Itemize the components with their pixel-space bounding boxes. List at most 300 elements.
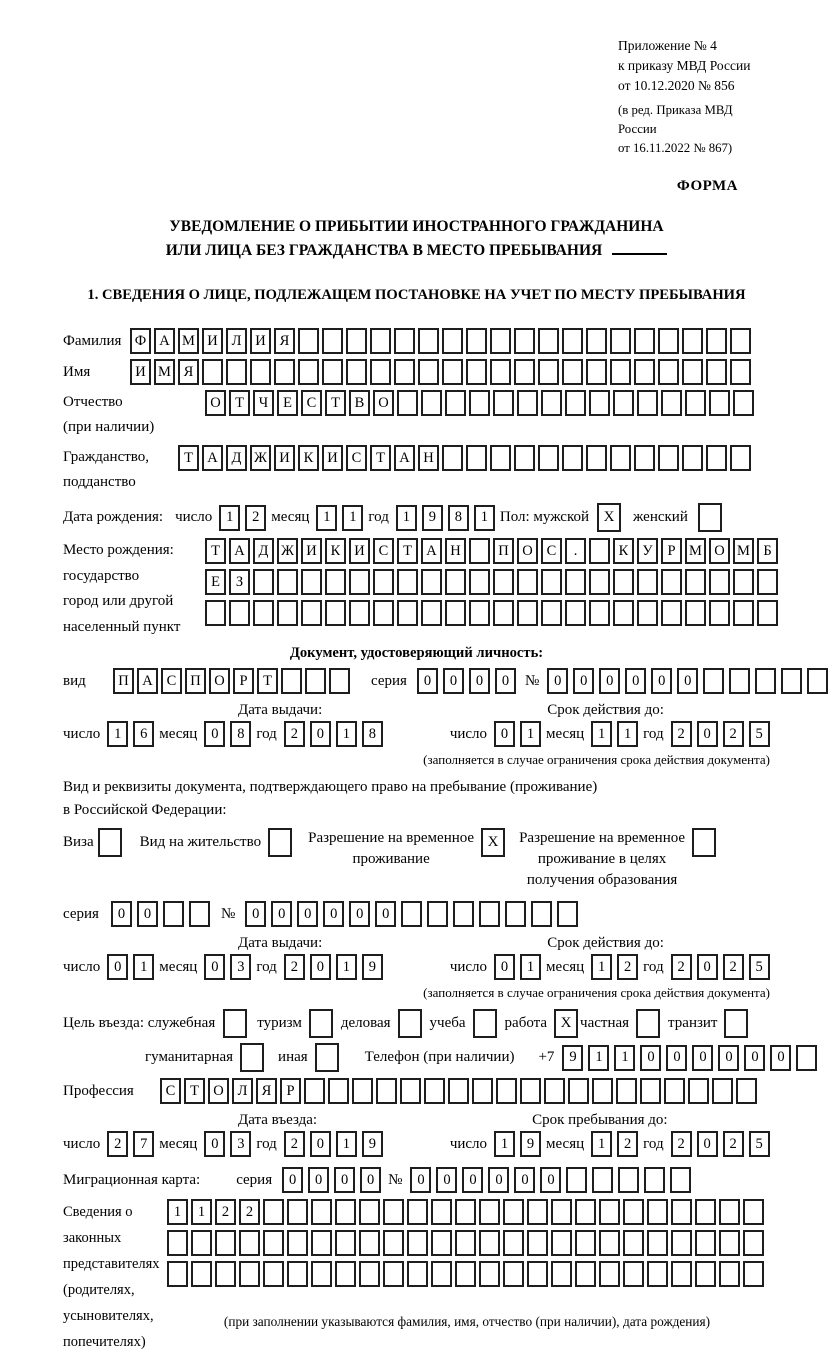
char-cell[interactable]: 2 [617, 1131, 638, 1157]
char-cell[interactable] [394, 328, 415, 354]
char-cell[interactable]: 1 [316, 505, 337, 531]
char-cell[interactable] [253, 569, 274, 595]
char-cell[interactable]: 6 [133, 721, 154, 747]
char-cell[interactable]: 2 [239, 1199, 260, 1225]
char-cell[interactable]: 1 [219, 505, 240, 531]
char-cell[interactable]: 0 [494, 954, 515, 980]
char-cell[interactable] [445, 390, 466, 416]
char-cell[interactable] [205, 600, 226, 626]
purpose-chastnaya-checkbox[interactable] [636, 1009, 660, 1038]
char-cell[interactable] [445, 600, 466, 626]
char-cell[interactable] [599, 1199, 620, 1225]
char-cell[interactable] [658, 445, 679, 471]
char-cell[interactable] [709, 390, 730, 416]
char-cell[interactable] [736, 1078, 757, 1104]
char-cell[interactable] [493, 600, 514, 626]
char-cell[interactable]: Б [757, 538, 778, 564]
char-cell[interactable] [263, 1261, 284, 1287]
char-cell[interactable]: С [301, 390, 322, 416]
char-cell[interactable]: 2 [671, 721, 692, 747]
purpose-turizm-checkbox[interactable] [309, 1009, 333, 1038]
char-cell[interactable] [346, 359, 367, 385]
char-cell[interactable]: М [154, 359, 175, 385]
char-cell[interactable] [274, 359, 295, 385]
char-cell[interactable]: 1 [336, 721, 357, 747]
char-cell[interactable] [442, 359, 463, 385]
char-cell[interactable]: 0 [540, 1167, 561, 1193]
char-cell[interactable] [301, 569, 322, 595]
char-cell[interactable]: М [178, 328, 199, 354]
char-cell[interactable]: М [733, 538, 754, 564]
char-cell[interactable] [658, 328, 679, 354]
char-cell[interactable]: 9 [520, 1131, 541, 1157]
char-cell[interactable] [730, 359, 751, 385]
char-cell[interactable] [730, 328, 751, 354]
char-cell[interactable]: 5 [749, 1131, 770, 1157]
char-cell[interactable]: 0 [744, 1045, 765, 1071]
char-cell[interactable] [305, 668, 326, 694]
char-cell[interactable] [682, 328, 703, 354]
char-cell[interactable] [565, 569, 586, 595]
char-cell[interactable] [706, 359, 727, 385]
char-cell[interactable]: 8 [362, 721, 383, 747]
char-cell[interactable] [311, 1230, 332, 1256]
char-cell[interactable]: 2 [215, 1199, 236, 1225]
char-cell[interactable]: 1 [494, 1131, 515, 1157]
char-cell[interactable] [455, 1261, 476, 1287]
char-cell[interactable] [514, 328, 535, 354]
char-cell[interactable]: 0 [375, 901, 396, 927]
char-cell[interactable] [517, 569, 538, 595]
char-cell[interactable] [383, 1230, 404, 1256]
char-cell[interactable] [637, 390, 658, 416]
char-cell[interactable] [647, 1199, 668, 1225]
char-cell[interactable]: . [565, 538, 586, 564]
char-cell[interactable] [557, 901, 578, 927]
char-cell[interactable] [541, 569, 562, 595]
char-cell[interactable] [551, 1261, 572, 1287]
char-cell[interactable] [517, 390, 538, 416]
char-cell[interactable]: Р [233, 668, 254, 694]
char-cell[interactable]: С [541, 538, 562, 564]
char-cell[interactable] [589, 390, 610, 416]
char-cell[interactable] [263, 1230, 284, 1256]
char-cell[interactable] [469, 538, 490, 564]
char-cell[interactable] [610, 328, 631, 354]
char-cell[interactable]: Я [256, 1078, 277, 1104]
char-cell[interactable]: И [301, 538, 322, 564]
char-cell[interactable]: 3 [230, 1131, 251, 1157]
char-cell[interactable]: 0 [599, 668, 620, 694]
char-cell[interactable] [301, 600, 322, 626]
char-cell[interactable]: 0 [323, 901, 344, 927]
char-cell[interactable] [743, 1261, 764, 1287]
char-cell[interactable] [400, 1078, 421, 1104]
char-cell[interactable] [730, 445, 751, 471]
char-cell[interactable] [472, 1078, 493, 1104]
char-cell[interactable]: К [325, 538, 346, 564]
char-cell[interactable] [370, 359, 391, 385]
char-cell[interactable] [712, 1078, 733, 1104]
char-cell[interactable] [287, 1230, 308, 1256]
char-cell[interactable] [505, 901, 526, 927]
char-cell[interactable] [329, 668, 350, 694]
char-cell[interactable]: Ф [130, 328, 151, 354]
char-cell[interactable]: 1 [591, 1131, 612, 1157]
char-cell[interactable] [719, 1199, 740, 1225]
sex-male-checkbox[interactable]: X [597, 503, 621, 532]
char-cell[interactable]: 0 [349, 901, 370, 927]
char-cell[interactable]: 2 [245, 505, 266, 531]
char-cell[interactable]: Т [370, 445, 391, 471]
char-cell[interactable] [562, 359, 583, 385]
char-cell[interactable] [191, 1230, 212, 1256]
char-cell[interactable] [661, 390, 682, 416]
char-cell[interactable] [599, 1230, 620, 1256]
char-cell[interactable] [298, 359, 319, 385]
char-cell[interactable]: 0 [770, 1045, 791, 1071]
char-cell[interactable] [592, 1167, 613, 1193]
char-cell[interactable] [418, 328, 439, 354]
char-cell[interactable]: А [421, 538, 442, 564]
char-cell[interactable]: А [394, 445, 415, 471]
char-cell[interactable]: А [154, 328, 175, 354]
temp-permit-checkbox[interactable]: X [481, 828, 505, 857]
char-cell[interactable]: Ж [277, 538, 298, 564]
char-cell[interactable]: 2 [617, 954, 638, 980]
char-cell[interactable] [527, 1230, 548, 1256]
char-cell[interactable]: 0 [360, 1167, 381, 1193]
char-cell[interactable] [346, 328, 367, 354]
char-cell[interactable]: 0 [282, 1167, 303, 1193]
char-cell[interactable] [250, 359, 271, 385]
char-cell[interactable]: 0 [573, 668, 594, 694]
char-cell[interactable]: 2 [723, 721, 744, 747]
char-cell[interactable] [431, 1199, 452, 1225]
char-cell[interactable] [719, 1230, 740, 1256]
char-cell[interactable] [383, 1199, 404, 1225]
char-cell[interactable] [551, 1199, 572, 1225]
char-cell[interactable] [623, 1199, 644, 1225]
char-cell[interactable] [287, 1261, 308, 1287]
char-cell[interactable] [610, 359, 631, 385]
char-cell[interactable] [202, 359, 223, 385]
char-cell[interactable]: 1 [591, 721, 612, 747]
char-cell[interactable] [613, 390, 634, 416]
char-cell[interactable]: Т [397, 538, 418, 564]
purpose-ucheba-checkbox[interactable] [473, 1009, 497, 1038]
char-cell[interactable] [729, 668, 750, 694]
char-cell[interactable]: 2 [107, 1131, 128, 1157]
char-cell[interactable]: Н [445, 538, 466, 564]
char-cell[interactable] [682, 445, 703, 471]
char-cell[interactable]: О [205, 390, 226, 416]
char-cell[interactable]: 1 [588, 1045, 609, 1071]
char-cell[interactable] [287, 1199, 308, 1225]
char-cell[interactable]: 1 [342, 505, 363, 531]
char-cell[interactable] [527, 1261, 548, 1287]
char-cell[interactable]: 0 [640, 1045, 661, 1071]
char-cell[interactable] [335, 1261, 356, 1287]
char-cell[interactable] [599, 1261, 620, 1287]
char-cell[interactable] [359, 1199, 380, 1225]
char-cell[interactable]: 1 [133, 954, 154, 980]
char-cell[interactable] [592, 1078, 613, 1104]
char-cell[interactable] [733, 600, 754, 626]
char-cell[interactable]: П [113, 668, 134, 694]
char-cell[interactable] [647, 1261, 668, 1287]
char-cell[interactable] [733, 390, 754, 416]
sex-female-checkbox[interactable] [698, 503, 722, 532]
char-cell[interactable] [623, 1261, 644, 1287]
char-cell[interactable] [442, 328, 463, 354]
char-cell[interactable]: К [298, 445, 319, 471]
char-cell[interactable] [322, 359, 343, 385]
char-cell[interactable]: Я [274, 328, 295, 354]
char-cell[interactable] [709, 600, 730, 626]
char-cell[interactable] [589, 600, 610, 626]
char-cell[interactable] [781, 668, 802, 694]
char-cell[interactable]: 0 [718, 1045, 739, 1071]
char-cell[interactable] [685, 600, 706, 626]
char-cell[interactable] [401, 901, 422, 927]
char-cell[interactable]: Р [661, 538, 682, 564]
char-cell[interactable] [695, 1261, 716, 1287]
char-cell[interactable]: Е [205, 569, 226, 595]
char-cell[interactable] [226, 359, 247, 385]
char-cell[interactable]: О [517, 538, 538, 564]
char-cell[interactable] [469, 390, 490, 416]
char-cell[interactable]: Р [280, 1078, 301, 1104]
char-cell[interactable] [490, 445, 511, 471]
char-cell[interactable] [239, 1261, 260, 1287]
char-cell[interactable]: 1 [336, 1131, 357, 1157]
char-cell[interactable] [493, 569, 514, 595]
purpose-inaya-checkbox[interactable] [315, 1043, 339, 1072]
char-cell[interactable] [520, 1078, 541, 1104]
char-cell[interactable]: 0 [625, 668, 646, 694]
char-cell[interactable] [575, 1261, 596, 1287]
char-cell[interactable] [538, 445, 559, 471]
char-cell[interactable]: Т [229, 390, 250, 416]
char-cell[interactable]: 0 [692, 1045, 713, 1071]
char-cell[interactable] [517, 600, 538, 626]
char-cell[interactable] [637, 569, 658, 595]
char-cell[interactable] [322, 328, 343, 354]
char-cell[interactable]: 0 [697, 1131, 718, 1157]
char-cell[interactable]: 2 [723, 954, 744, 980]
char-cell[interactable]: 0 [514, 1167, 535, 1193]
char-cell[interactable] [661, 600, 682, 626]
char-cell[interactable] [407, 1261, 428, 1287]
char-cell[interactable]: 7 [133, 1131, 154, 1157]
char-cell[interactable] [586, 328, 607, 354]
char-cell[interactable]: 0 [310, 954, 331, 980]
char-cell[interactable]: 1 [107, 721, 128, 747]
char-cell[interactable] [263, 1199, 284, 1225]
char-cell[interactable] [807, 668, 828, 694]
char-cell[interactable]: 0 [107, 954, 128, 980]
char-cell[interactable]: Т [205, 538, 226, 564]
char-cell[interactable] [757, 600, 778, 626]
char-cell[interactable] [453, 901, 474, 927]
char-cell[interactable]: 1 [336, 954, 357, 980]
char-cell[interactable] [755, 668, 776, 694]
char-cell[interactable]: 2 [723, 1131, 744, 1157]
char-cell[interactable]: О [709, 538, 730, 564]
char-cell[interactable]: 1 [617, 721, 638, 747]
char-cell[interactable]: А [137, 668, 158, 694]
char-cell[interactable]: И [202, 328, 223, 354]
char-cell[interactable] [531, 901, 552, 927]
char-cell[interactable] [359, 1230, 380, 1256]
char-cell[interactable]: 0 [697, 721, 718, 747]
char-cell[interactable] [359, 1261, 380, 1287]
char-cell[interactable] [298, 328, 319, 354]
char-cell[interactable] [349, 600, 370, 626]
char-cell[interactable] [493, 390, 514, 416]
char-cell[interactable] [397, 390, 418, 416]
char-cell[interactable] [352, 1078, 373, 1104]
char-cell[interactable] [682, 359, 703, 385]
char-cell[interactable]: С [373, 538, 394, 564]
char-cell[interactable]: В [349, 390, 370, 416]
char-cell[interactable]: Д [253, 538, 274, 564]
char-cell[interactable] [503, 1199, 524, 1225]
char-cell[interactable] [575, 1230, 596, 1256]
char-cell[interactable] [325, 600, 346, 626]
char-cell[interactable] [281, 668, 302, 694]
char-cell[interactable] [562, 328, 583, 354]
char-cell[interactable]: 0 [677, 668, 698, 694]
char-cell[interactable]: 9 [362, 954, 383, 980]
char-cell[interactable]: 0 [137, 901, 158, 927]
char-cell[interactable] [239, 1230, 260, 1256]
char-cell[interactable]: Я [178, 359, 199, 385]
char-cell[interactable]: Т [257, 668, 278, 694]
char-cell[interactable] [719, 1261, 740, 1287]
char-cell[interactable]: 8 [448, 505, 469, 531]
char-cell[interactable] [637, 600, 658, 626]
char-cell[interactable] [167, 1230, 188, 1256]
char-cell[interactable] [671, 1261, 692, 1287]
char-cell[interactable] [568, 1078, 589, 1104]
char-cell[interactable]: 0 [417, 668, 438, 694]
char-cell[interactable] [421, 600, 442, 626]
char-cell[interactable]: 0 [204, 1131, 225, 1157]
char-cell[interactable]: 0 [297, 901, 318, 927]
char-cell[interactable] [448, 1078, 469, 1104]
char-cell[interactable] [445, 569, 466, 595]
char-cell[interactable] [215, 1230, 236, 1256]
char-cell[interactable] [733, 569, 754, 595]
char-cell[interactable] [527, 1199, 548, 1225]
char-cell[interactable]: 0 [308, 1167, 329, 1193]
char-cell[interactable]: 2 [284, 721, 305, 747]
char-cell[interactable] [695, 1230, 716, 1256]
char-cell[interactable]: 1 [474, 505, 495, 531]
char-cell[interactable] [229, 600, 250, 626]
char-cell[interactable]: И [322, 445, 343, 471]
char-cell[interactable]: 0 [697, 954, 718, 980]
char-cell[interactable] [618, 1167, 639, 1193]
char-cell[interactable] [469, 600, 490, 626]
char-cell[interactable]: Д [226, 445, 247, 471]
char-cell[interactable] [304, 1078, 325, 1104]
char-cell[interactable] [586, 359, 607, 385]
char-cell[interactable] [623, 1230, 644, 1256]
char-cell[interactable]: Е [277, 390, 298, 416]
char-cell[interactable] [634, 359, 655, 385]
purpose-rabota-checkbox[interactable]: X [554, 1009, 578, 1038]
char-cell[interactable]: 1 [191, 1199, 212, 1225]
char-cell[interactable] [455, 1230, 476, 1256]
char-cell[interactable] [397, 600, 418, 626]
char-cell[interactable] [373, 569, 394, 595]
char-cell[interactable] [479, 1199, 500, 1225]
char-cell[interactable]: О [208, 1078, 229, 1104]
purpose-delovaya-checkbox[interactable] [398, 1009, 422, 1038]
char-cell[interactable]: К [613, 538, 634, 564]
char-cell[interactable]: 0 [310, 1131, 331, 1157]
char-cell[interactable]: 2 [671, 1131, 692, 1157]
char-cell[interactable] [616, 1078, 637, 1104]
char-cell[interactable] [421, 390, 442, 416]
char-cell[interactable]: П [493, 538, 514, 564]
char-cell[interactable] [328, 1078, 349, 1104]
char-cell[interactable]: 0 [271, 901, 292, 927]
char-cell[interactable] [685, 569, 706, 595]
char-cell[interactable] [661, 569, 682, 595]
char-cell[interactable] [541, 600, 562, 626]
char-cell[interactable]: 5 [749, 721, 770, 747]
char-cell[interactable]: 9 [362, 1131, 383, 1157]
char-cell[interactable] [647, 1230, 668, 1256]
char-cell[interactable]: 0 [547, 668, 568, 694]
char-cell[interactable] [671, 1230, 692, 1256]
char-cell[interactable] [349, 569, 370, 595]
char-cell[interactable] [565, 390, 586, 416]
char-cell[interactable] [479, 1230, 500, 1256]
char-cell[interactable] [496, 1078, 517, 1104]
char-cell[interactable] [325, 569, 346, 595]
char-cell[interactable] [566, 1167, 587, 1193]
char-cell[interactable]: 0 [469, 668, 490, 694]
char-cell[interactable]: Н [418, 445, 439, 471]
char-cell[interactable]: Т [325, 390, 346, 416]
char-cell[interactable] [658, 359, 679, 385]
char-cell[interactable]: И [274, 445, 295, 471]
char-cell[interactable] [469, 569, 490, 595]
char-cell[interactable] [466, 445, 487, 471]
char-cell[interactable] [709, 569, 730, 595]
char-cell[interactable] [277, 569, 298, 595]
char-cell[interactable] [311, 1261, 332, 1287]
residence-permit-checkbox[interactable] [268, 828, 292, 857]
char-cell[interactable]: 2 [284, 954, 305, 980]
char-cell[interactable]: Ж [250, 445, 271, 471]
char-cell[interactable] [703, 668, 724, 694]
char-cell[interactable]: Т [184, 1078, 205, 1104]
char-cell[interactable]: 3 [230, 954, 251, 980]
char-cell[interactable] [565, 600, 586, 626]
char-cell[interactable] [455, 1199, 476, 1225]
char-cell[interactable] [575, 1199, 596, 1225]
char-cell[interactable] [514, 445, 535, 471]
char-cell[interactable]: И [349, 538, 370, 564]
char-cell[interactable]: 0 [111, 901, 132, 927]
char-cell[interactable] [466, 359, 487, 385]
